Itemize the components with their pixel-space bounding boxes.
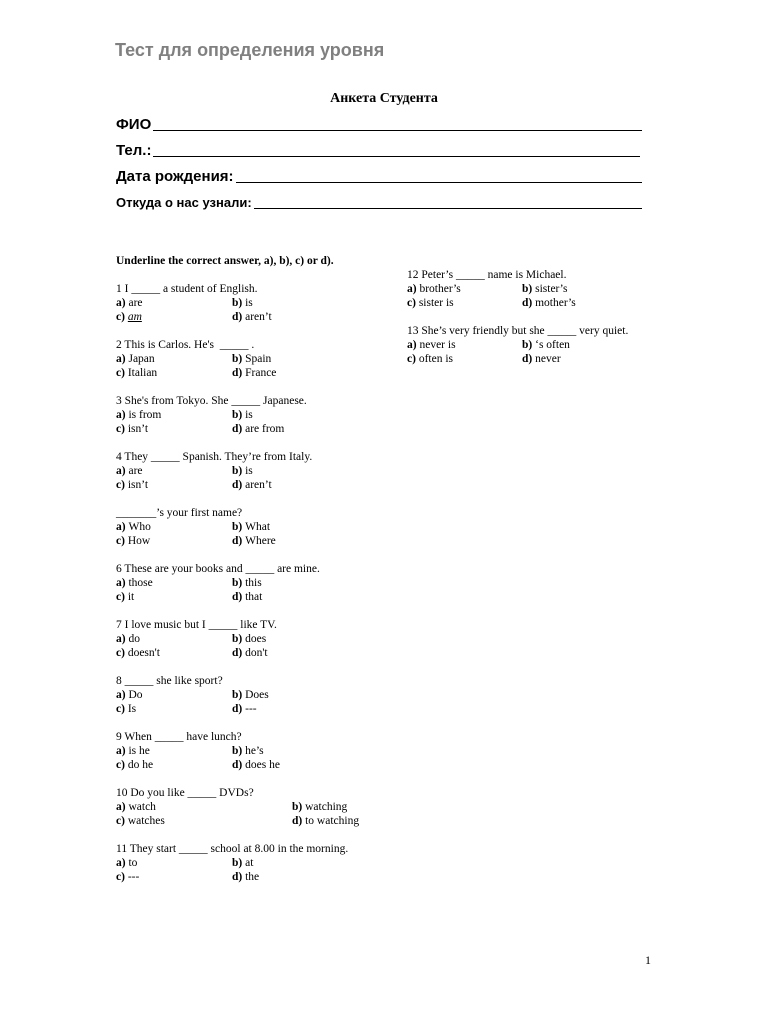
question-text: 4 They _____ Spanish. They’re from Italy. [116,451,313,463]
option-b[interactable]: b) does [232,633,267,645]
option-c-label: Is [127,703,137,715]
option-a[interactable]: a) is from [116,409,162,421]
option-c-label: Italian [127,367,158,379]
option-d[interactable]: d) are from [232,423,285,435]
option-d[interactable]: d) aren’t [232,311,272,323]
option-a[interactable]: a) Who [116,521,151,533]
option-b[interactable]: b) ‘s often [522,339,570,351]
option-d-label: does he [245,759,280,771]
option-c[interactable]: c) do he [116,759,154,771]
option-c-label: am [127,311,142,323]
field-fio-label: ФИО [116,116,152,133]
option-b-label: is [245,297,253,309]
question-item [407,268,647,310]
question-item [116,282,386,324]
question-item [407,324,647,366]
question-item [116,506,386,548]
option-d-label: France [245,367,277,379]
question-text: 10 Do you like _____ DVDs? [116,787,254,799]
option-a[interactable]: a) watch [116,801,156,813]
option-b-label: this [245,577,262,589]
option-d-label: Where [245,535,276,547]
form-title: Анкета Студента [330,91,438,106]
option-a[interactable]: a) do [116,633,140,645]
option-d[interactable]: d) --- [232,703,257,715]
option-c-label: it [127,591,135,603]
option-d[interactable]: d) the [232,871,260,883]
option-a-label: Japan [128,353,155,365]
option-a[interactable]: a) Japan [116,353,155,365]
option-b-label: Spain [245,353,272,365]
option-a[interactable]: a) those [116,577,153,589]
field-source-label: Откуда о нас узнали: [116,195,252,210]
option-a-label: brother’s [419,283,461,295]
option-a-label: is from [128,409,162,421]
option-a-label: Do [128,689,143,701]
option-a-label: those [128,577,153,589]
option-b[interactable]: b) this [232,577,262,589]
option-d-label: are from [245,423,285,435]
field-phone-label: Тел.: [116,142,152,159]
option-b-label: he’s [245,745,264,757]
field-source-line [254,208,642,209]
option-d-label: the [245,871,260,883]
question-text: 1 I _____ a student of English. [116,283,258,295]
option-a-label: are [128,465,143,477]
question-item [116,786,386,828]
question-item [116,450,386,492]
field-phone[interactable] [116,137,640,159]
option-a[interactable]: a) brother’s [407,283,461,295]
option-d-label: don't [245,647,268,659]
question-text: 13 She’s very friendly but she _____ very quiet. [407,325,629,337]
option-a[interactable]: a) are [116,465,143,477]
option-c-label: isn’t [127,479,149,491]
option-c[interactable]: c) often is [407,353,453,365]
question-text: 8 _____ she like sport? [116,675,223,687]
field-source[interactable] [116,189,642,211]
option-d-label: to watching [305,815,360,827]
question-item [116,394,386,436]
question-text: 2 This is Carlos. He's _____ . [116,339,255,351]
option-d-label: aren’t [245,311,272,323]
option-c-label: doesn't [127,647,160,659]
question-item [116,618,386,660]
option-d-label: --- [245,703,257,715]
option-a-label: never is [419,339,456,351]
question-text: 12 Peter’s _____ name is Michael. [407,269,567,281]
option-d[interactable]: d) mother’s [522,297,576,309]
question-text: 11 They start _____ school at 8.00 in the morning. [116,843,349,855]
option-a[interactable]: a) is he [116,745,150,757]
option-c-label: sister is [418,297,454,309]
option-b[interactable]: b) is [232,409,253,421]
option-b[interactable]: b) is [232,465,253,477]
option-d-label: aren’t [245,479,272,491]
question-text: 9 When _____ have lunch? [116,731,242,743]
option-b-label: is [245,409,253,421]
option-b-label: at [245,857,254,869]
option-d[interactable]: d) don't [232,647,268,659]
option-c-label: How [127,535,151,547]
option-b[interactable]: b) he’s [232,745,264,757]
option-b-label: What [245,521,271,533]
option-c[interactable]: c) Italian [116,367,158,379]
option-b[interactable]: b) watching [292,801,348,813]
option-a-label: Who [128,521,151,533]
option-a-label: to [128,857,138,869]
option-b-label: does [245,633,267,645]
option-c[interactable]: c) --- [116,871,140,883]
question-item [116,674,386,716]
question-item [116,730,386,772]
option-c-label: do he [127,759,154,771]
option-c[interactable]: c) watches [116,815,165,827]
option-c[interactable]: c) Is [116,703,137,715]
option-a[interactable]: a) to [116,857,138,869]
option-b-label: Does [245,689,269,701]
field-phone-line [153,156,640,157]
question-text: 6 These are your books and _____ are mine. [116,563,320,575]
option-a[interactable]: a) never is [407,339,456,351]
option-d-label: mother’s [535,297,576,309]
question-item [116,338,386,380]
option-b[interactable]: b) Does [232,689,269,701]
option-b-label: is [245,465,253,477]
field-fio-line [153,130,642,131]
option-c[interactable]: c) doesn't [116,647,160,659]
option-a[interactable]: a) Do [116,689,143,701]
instruction-text: Underline the correct answer, a), b), c) or d). [116,255,334,267]
option-a-label: is he [128,745,150,757]
option-d[interactable]: d) never [522,353,561,365]
option-c[interactable]: c) am [116,311,142,323]
field-fio[interactable] [116,111,642,133]
option-a-label: are [128,297,143,309]
question-text: 3 She's from Tokyo. She _____ Japanese. [116,395,307,407]
option-d[interactable]: d) Where [232,535,276,547]
page-number: 1 [645,953,651,967]
option-c[interactable]: c) it [116,591,135,603]
option-b[interactable]: b) What [232,521,271,533]
option-a[interactable]: a) are [116,297,143,309]
option-c[interactable]: c) isn’t [116,479,149,491]
option-a-label: do [128,633,140,645]
option-c-label: often is [418,353,453,365]
option-c-label: watches [127,815,165,827]
questions-right-column [407,268,647,380]
option-b[interactable]: b) sister’s [522,283,568,295]
option-d[interactable]: d) that [232,591,263,603]
question-text: _______’s your first name? [116,507,243,519]
question-item [116,842,386,884]
option-b-label: watching [305,801,348,813]
question-item [116,562,386,604]
option-c-label: --- [127,871,140,883]
document-title: Тест для определения уровня [115,40,385,60]
option-d-label: that [245,591,263,603]
option-c[interactable]: c) How [116,535,151,547]
option-d[interactable]: d) to watching [292,815,360,827]
option-d[interactable]: d) aren’t [232,479,272,491]
option-c[interactable]: c) sister is [407,297,454,309]
option-d[interactable]: d) does he [232,759,280,771]
option-b[interactable]: b) Spain [232,353,272,365]
field-birthdate[interactable] [116,163,642,185]
field-birthdate-line [236,182,642,183]
option-b[interactable]: b) is [232,297,253,309]
option-a-label: watch [128,801,156,813]
option-b-label: sister’s [535,283,568,295]
option-c-label: isn’t [127,423,149,435]
question-text: 7 I love music but I _____ like TV. [116,619,277,631]
questions-left-column [116,282,386,898]
option-c[interactable]: c) isn’t [116,423,149,435]
option-b[interactable]: b) at [232,857,254,869]
option-d[interactable]: d) France [232,367,277,379]
option-d-label: never [535,353,561,365]
field-birthdate-label: Дата рождения: [116,168,234,185]
option-b-label: ‘s often [535,339,570,351]
